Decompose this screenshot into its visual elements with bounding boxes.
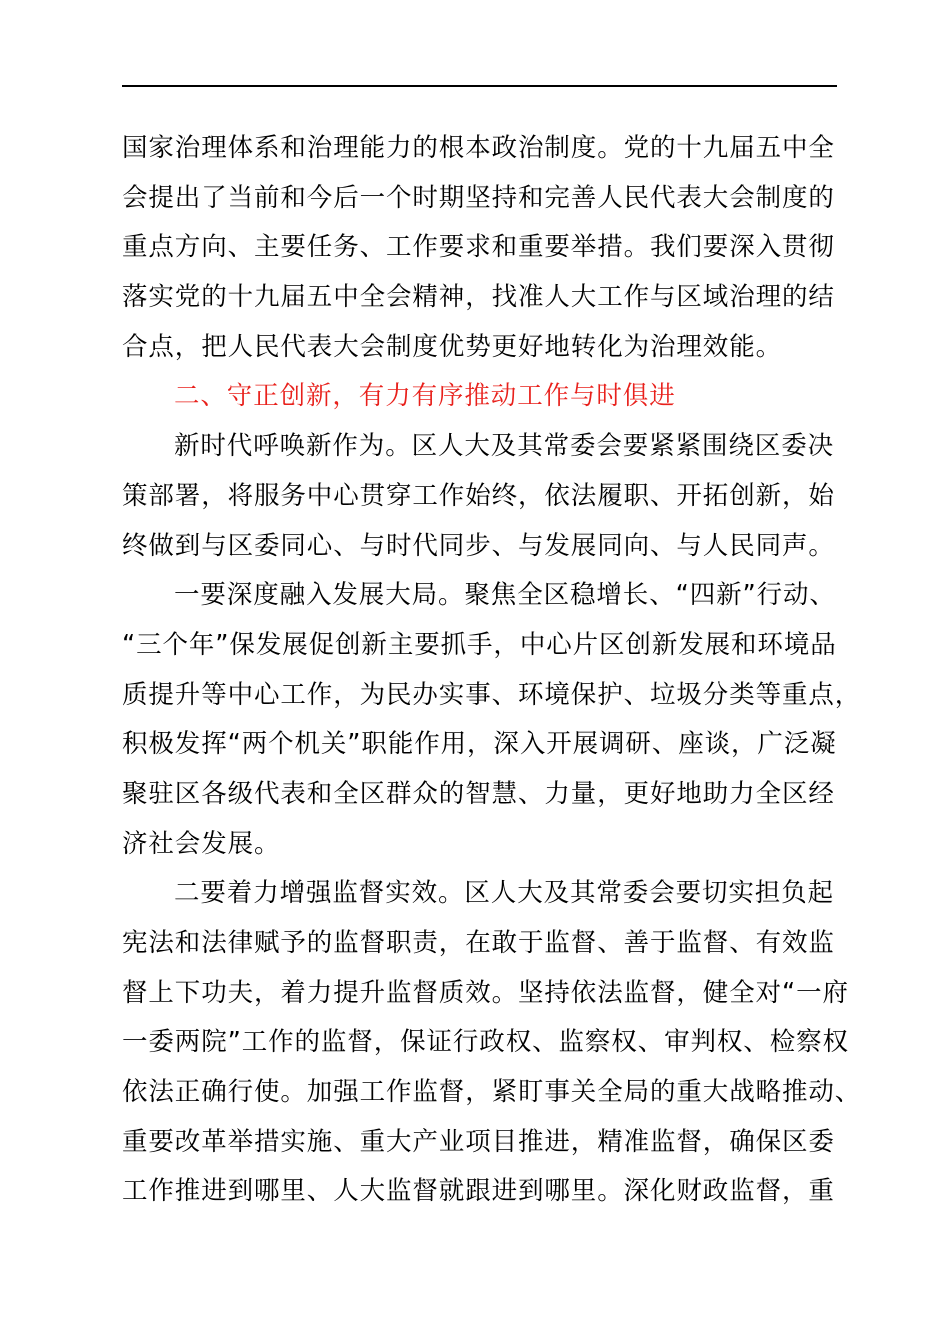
paragraph-line: “三个年”保发展促创新主要抓手，中心片区创新发展和环境品 xyxy=(122,629,837,660)
paragraph-line: 济社会发展。 xyxy=(122,828,281,859)
section-heading: 二、守正创新，有力有序推动工作与时俱进 xyxy=(174,381,676,412)
paragraph-line: 二要着力增强监督实效。区人大及其常委会要切实担负起 xyxy=(174,878,835,909)
paragraph-line: 督上下功夫，着力提升监督质效。坚持依法监督，健全对“一府 xyxy=(122,977,849,1008)
paragraph-line: 国家治理体系和治理能力的根本政治制度。党的十九届五中全 xyxy=(122,133,835,163)
paragraph-line: 重要改革举措实施、重大产业项目推进，精准监督，确保区委 xyxy=(122,1126,835,1157)
paragraph-line: 落实党的十九届五中全会精神，找准人大工作与区域治理的结 xyxy=(122,282,835,313)
paragraph-line: 宪法和法律赋予的监督职责，在敢于监督、善于监督、有效监 xyxy=(122,928,835,958)
document-body xyxy=(122,124,862,1217)
paragraph-line: 一要深度融入发展大局。聚焦全区稳增长、“四新”行动、 xyxy=(174,580,836,611)
header-rule xyxy=(122,85,837,87)
paragraph-line: 策部署，将服务中心贯穿工作始终，依法履职、开拓创新，始 xyxy=(122,480,835,511)
paragraph-line: 终做到与区委同心、与时代同步、与发展同向、与人民同声。 xyxy=(122,530,835,561)
paragraph-line: 合点，把人民代表大会制度优势更好地转化为治理效能。 xyxy=(122,331,783,362)
paragraph-line: 工作推进到哪里、人大监督就跟进到哪里。深化财政监督，重 xyxy=(122,1176,835,1207)
paragraph-line: 积极发挥“两个机关”职能作用，深入开展调研、座谈，广泛凝 xyxy=(122,729,837,760)
paragraph-line: 会提出了当前和今后一个时期坚持和完善人民代表大会制度的 xyxy=(122,182,835,213)
paragraph-line: 一委两院”工作的监督，保证行政权、监察权、审判权、检察权 xyxy=(122,1027,849,1058)
paragraph-line: 聚驻区各级代表和全区群众的智慧、力量，更好地助力全区经 xyxy=(122,778,835,809)
paragraph-line: 新时代呼唤新作为。区人大及其常委会要紧紧围绕区委决 xyxy=(174,431,835,462)
paragraph-line: 质提升等中心工作，为民办实事、环境保护、垃圾分类等重点， xyxy=(122,679,862,710)
paragraph-line: 依法正确行使。加强工作监督，紧盯事关全局的重大战略推动、 xyxy=(122,1077,862,1108)
paragraph-line: 重点方向、主要任务、工作要求和重要举措。我们要深入贯彻 xyxy=(122,232,835,263)
